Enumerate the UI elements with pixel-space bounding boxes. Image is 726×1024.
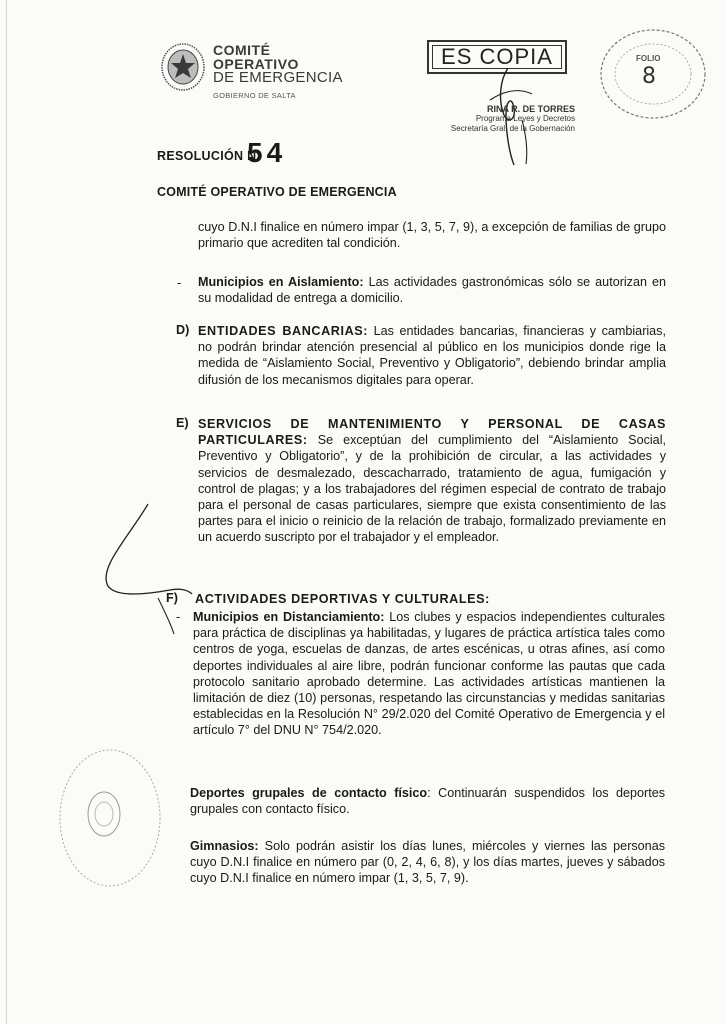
section-heading: Gimnasios:	[190, 839, 259, 853]
signatory-name: RINA R. DE TORRES	[486, 104, 575, 114]
section-text: Solo podrán asistir los días lunes, miércoles y viernes las personas cuyo D.N.I finalice en número par (0, 2, 4, 6, 8), y los días martes, jueves y sábados cuyo D.N.I finalice en número impar (1, 3, 5, 7, 9).	[190, 839, 665, 886]
section-text: Las actividades gastronómicas sólo se autorizan en su modalidad de entrega a domicilio.	[198, 275, 666, 306]
bullet-dash: -	[176, 609, 181, 624]
org-subtitle: GOBIERNO DE SALTA	[213, 91, 296, 100]
section-letter: D)	[176, 323, 190, 337]
section-e-servicios	[198, 416, 666, 546]
official-seal-icon	[54, 742, 166, 894]
paragraph-continuation: cuyo D.N.I finalice en número impar (1, 3, 5, 7, 9), a excepción de familias de grupo primario que acrediten tal condición.	[198, 220, 666, 251]
folio-number: 8	[642, 64, 656, 89]
section-text: Se exceptúan del cumplimiento del “Aislamiento Social, Preventivo y Obligatorio”, y de la prohibición de circular, a las actividades y servicios de desmalezado, descacharrado, tratamiento de agua, fumigación y control de plagas; y a los trabajadores del régimen especial de contrato de trabajo para el personal de casas particulares, siempre que exista consentimiento de las partes para el inicio o reinicio de la relación de trabajo, formalizado previamente en un acuerdo suscripto por el trabajador y el empleador.	[198, 433, 666, 545]
paragraph-gastronomia	[198, 274, 666, 306]
resolution-label: RESOLUCIÓN N°	[157, 149, 262, 163]
section-heading: Municipios en Distanciamiento:	[193, 610, 385, 624]
org-line-1: COMITÉ	[213, 42, 271, 58]
section-d-entidades-bancarias	[198, 323, 666, 388]
folio-label: FOLIO	[636, 54, 661, 63]
section-f-heading: ACTIVIDADES DEPORTIVAS Y CULTURALES:	[195, 592, 490, 606]
org-line-2: OPERATIVO	[213, 56, 299, 72]
section-heading: ENTIDADES BANCARIAS:	[198, 324, 369, 338]
copy-stamp-text: ES COPIA	[441, 44, 553, 69]
paragraph-deportes-grupales	[190, 785, 665, 817]
handwritten-mark-icon	[88, 498, 208, 638]
committee-heading: COMITÉ OPERATIVO DE EMERGENCIA	[157, 185, 397, 199]
organization-name	[213, 43, 343, 100]
signatory-stamp	[425, 104, 575, 134]
section-heading: Municipios en Aislamiento:	[198, 275, 364, 289]
signatory-office: Secretaría Gral. de la Gobernación	[450, 124, 575, 133]
section-heading: SERVICIOS DE MANTENIMIENTO Y PERSONAL DE CASAS PARTICULARES:	[198, 417, 666, 448]
paragraph-gimnasios	[190, 838, 665, 887]
paragraph-distanciamiento	[193, 609, 665, 739]
section-text: Las entidades bancarias, financieras y cambiarias, no podrán brindar atención presencial al público en los municipios donde rige la medida de “Aislamiento Social, Preventivo y Obligatorio”, debiendo brindar amplia difusión de los mecanismos digitales para operar.	[198, 324, 666, 387]
section-text: : Continuarán suspendidos los deportes grupales con contacto físico.	[190, 786, 665, 817]
section-letter: F)	[166, 591, 178, 605]
section-text: Los clubes y espacios independientes culturales para práctica de disciplinas ya habilitadas, y lugares de práctica artística tales como centros de yoga, escuelas de danzas, de artes escénicas, u otras afines, así como deportes individuales al aire libre, podrán funcionar conforme las pautas que cada protocolo sanitario aprobado determine. Las actividades artísticas mantienen la limitación de diez (10) personas, respetando las circunstancias y medidas sanitarias establecidas en la Resolución N° 29/2.020 del Comité Operativo de Emergencia y el artículo 7° del DNU N° 754/2.020.	[193, 610, 665, 738]
org-line-3: DE EMERGENCIA	[213, 69, 343, 86]
coat-of-arms-logo-icon	[160, 42, 206, 92]
section-heading: Deportes grupales de contacto físico	[190, 786, 428, 800]
bullet-dash: -	[177, 275, 182, 290]
resolution-number: 54	[247, 137, 287, 168]
page-edge	[6, 0, 7, 1024]
signatory-role: Programa Leyes y Decretos	[475, 114, 575, 123]
section-letter: E)	[176, 416, 189, 430]
